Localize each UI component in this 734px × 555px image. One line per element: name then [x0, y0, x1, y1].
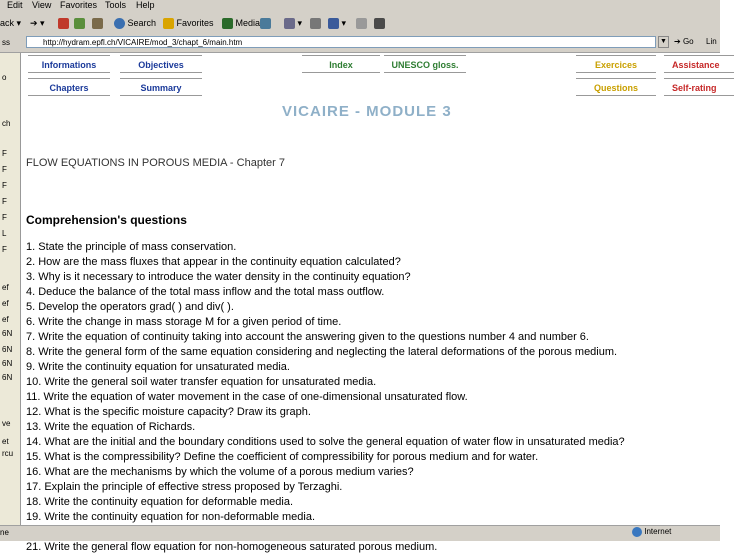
nav-summary[interactable]: Summary [120, 78, 202, 96]
edit-icon[interactable]: ▾ [328, 16, 346, 30]
menu-bar [0, 0, 720, 12]
side-fragment[interactable]: rcu [2, 449, 14, 458]
side-fragment: ch [2, 119, 11, 128]
home-icon[interactable] [92, 16, 103, 30]
side-fragment[interactable]: et [2, 437, 9, 446]
side-fragment: ef [2, 283, 9, 292]
nav-chapters[interactable]: Chapters [28, 78, 110, 96]
toolbar [0, 12, 720, 35]
section-heading: Comprehension's questions [26, 213, 187, 227]
nav-questions[interactable]: Questions [576, 78, 656, 96]
go-label: Go [682, 37, 694, 46]
side-fragment[interactable]: F [2, 181, 7, 190]
module-title: VICAIRE - MODULE 3 [282, 103, 452, 120]
menu-tools[interactable]: Tools [105, 0, 127, 10]
side-fragment: o [2, 73, 7, 82]
status-bar [0, 525, 720, 541]
chapter-title: FLOW EQUATIONS IN POROUS MEDIA - Chapter 7 [26, 157, 285, 169]
address-dropdown-icon[interactable]: ▼ [658, 36, 669, 48]
list-item: 9. Write the continuity equation for unsaturated media. [26, 361, 290, 373]
history-icon[interactable] [260, 16, 271, 30]
list-item: 13. Write the equation of Richards. [26, 421, 196, 433]
media-button[interactable] [222, 16, 260, 30]
questions-list [26, 240, 625, 555]
address-bar [0, 34, 720, 53]
globe-icon [632, 527, 642, 537]
side-fragment[interactable]: F [2, 197, 7, 206]
side-fragment[interactable]: L [2, 229, 7, 238]
list-item: 8. Write the general form of the same equation considering and neglecting the lateral deformations of the porous medium. [26, 346, 618, 358]
messenger-icon[interactable] [374, 16, 385, 30]
list-item: 19. Write the continuity equation for non-deformable media. [26, 511, 316, 523]
side-fragment[interactable]: F [2, 213, 7, 222]
list-item: 1. State the principle of mass conservation. [26, 241, 237, 253]
nav-informations[interactable]: Informations [28, 55, 110, 73]
side-fragment[interactable]: F [2, 245, 7, 254]
back-button[interactable]: ack ▾ [0, 18, 22, 28]
list-item: 15. What is the compressibility? Define the coefficient of compressibility for porous medium and for water. [26, 451, 539, 463]
list-item: 14. What are the initial and the boundary conditions used to solve the general equation of water flow in unsaturated media? [26, 436, 625, 448]
side-fragment[interactable]: F [2, 149, 7, 158]
list-item: 17. Explain the principle of effective stress proposed by Terzaghi. [26, 481, 343, 493]
side-panel [0, 53, 21, 525]
list-item: 10. Write the general soil water transfer equation for unsaturated media. [26, 376, 377, 388]
list-item: 11. Write the equation of water movement in the case of one-dimensional unsaturated flow. [26, 391, 468, 403]
favorites-button[interactable] [163, 16, 214, 30]
links-label[interactable]: Lin [706, 37, 717, 46]
list-item: 2. How are the mass fluxes that appear in the continuity equation calculated? [26, 256, 401, 268]
menu-view[interactable]: View [32, 0, 52, 10]
media-label: Media [235, 18, 261, 28]
list-item: 5. Develop the operators grad( ) and div( ). [26, 301, 234, 313]
side-fragment: ve [2, 419, 11, 428]
back-label: ack [0, 18, 15, 28]
nav-objectives[interactable]: Objectives [120, 55, 202, 73]
go-button[interactable]: ➔ Go [674, 37, 694, 46]
side-fragment: 6N [2, 345, 13, 354]
nav-exercices[interactable]: Exercices [576, 55, 656, 73]
side-fragment: ef [2, 315, 9, 324]
discuss-icon[interactable] [356, 16, 367, 30]
side-fragment[interactable]: F [2, 165, 7, 174]
nav-assistance[interactable]: Assistance [664, 55, 734, 73]
search-label: Search [127, 18, 157, 28]
list-item: 12. What is the specific moisture capacity? Draw its graph. [26, 406, 311, 418]
list-item: 16. What are the mechanisms by which the volume of a porous medium varies? [26, 466, 414, 478]
search-button[interactable] [114, 16, 156, 30]
side-fragment: ef [2, 299, 9, 308]
list-item: 4. Deduce the balance of the total mass inflow and the total mass outflow. [26, 286, 385, 298]
mail-icon[interactable]: ▾ [284, 16, 302, 30]
side-fragment: 6N [2, 359, 13, 368]
nav-unesco-glossary[interactable]: UNESCO gloss. [384, 55, 466, 73]
nav-self-rating[interactable]: Self-rating [664, 78, 734, 96]
stop-icon[interactable] [58, 16, 69, 30]
menu-help[interactable]: Help [136, 0, 155, 10]
list-item: 7. Write the equation of continuity taking into account the answering given to the questions number 4 and number 6. [26, 331, 589, 343]
list-item: 21. Write the general flow equation for non-homogeneous saturated porous medium. [26, 541, 438, 553]
forward-icon[interactable]: ➔ ▾ [30, 18, 45, 28]
address-label: ss [2, 38, 10, 47]
menu-favorites[interactable]: Favorites [60, 0, 98, 10]
list-item: 3. Why is it necessary to introduce the water density in the continuity equation? [26, 271, 411, 283]
menu-edit[interactable]: Edit [7, 0, 23, 10]
list-item: 6. Write the change in mass storage M for a given period of time. [26, 316, 342, 328]
status-left: ne [0, 528, 9, 537]
side-fragment: 6N [2, 373, 13, 382]
print-icon[interactable] [310, 16, 321, 30]
list-item: 18. Write the continuity equation for deformable media. [26, 496, 294, 508]
address-url: http://hydram.epfl.ch/VICAIRE/mod_3/chapt_6/main.htm [43, 38, 243, 47]
internet-zone [632, 527, 671, 537]
favorites-label: Favorites [176, 18, 214, 28]
side-fragment: 6N [2, 329, 13, 338]
address-input[interactable] [26, 36, 656, 48]
internet-zone-label: Internet [644, 527, 672, 537]
nav-index[interactable]: Index [302, 55, 380, 73]
refresh-icon[interactable] [74, 16, 85, 30]
